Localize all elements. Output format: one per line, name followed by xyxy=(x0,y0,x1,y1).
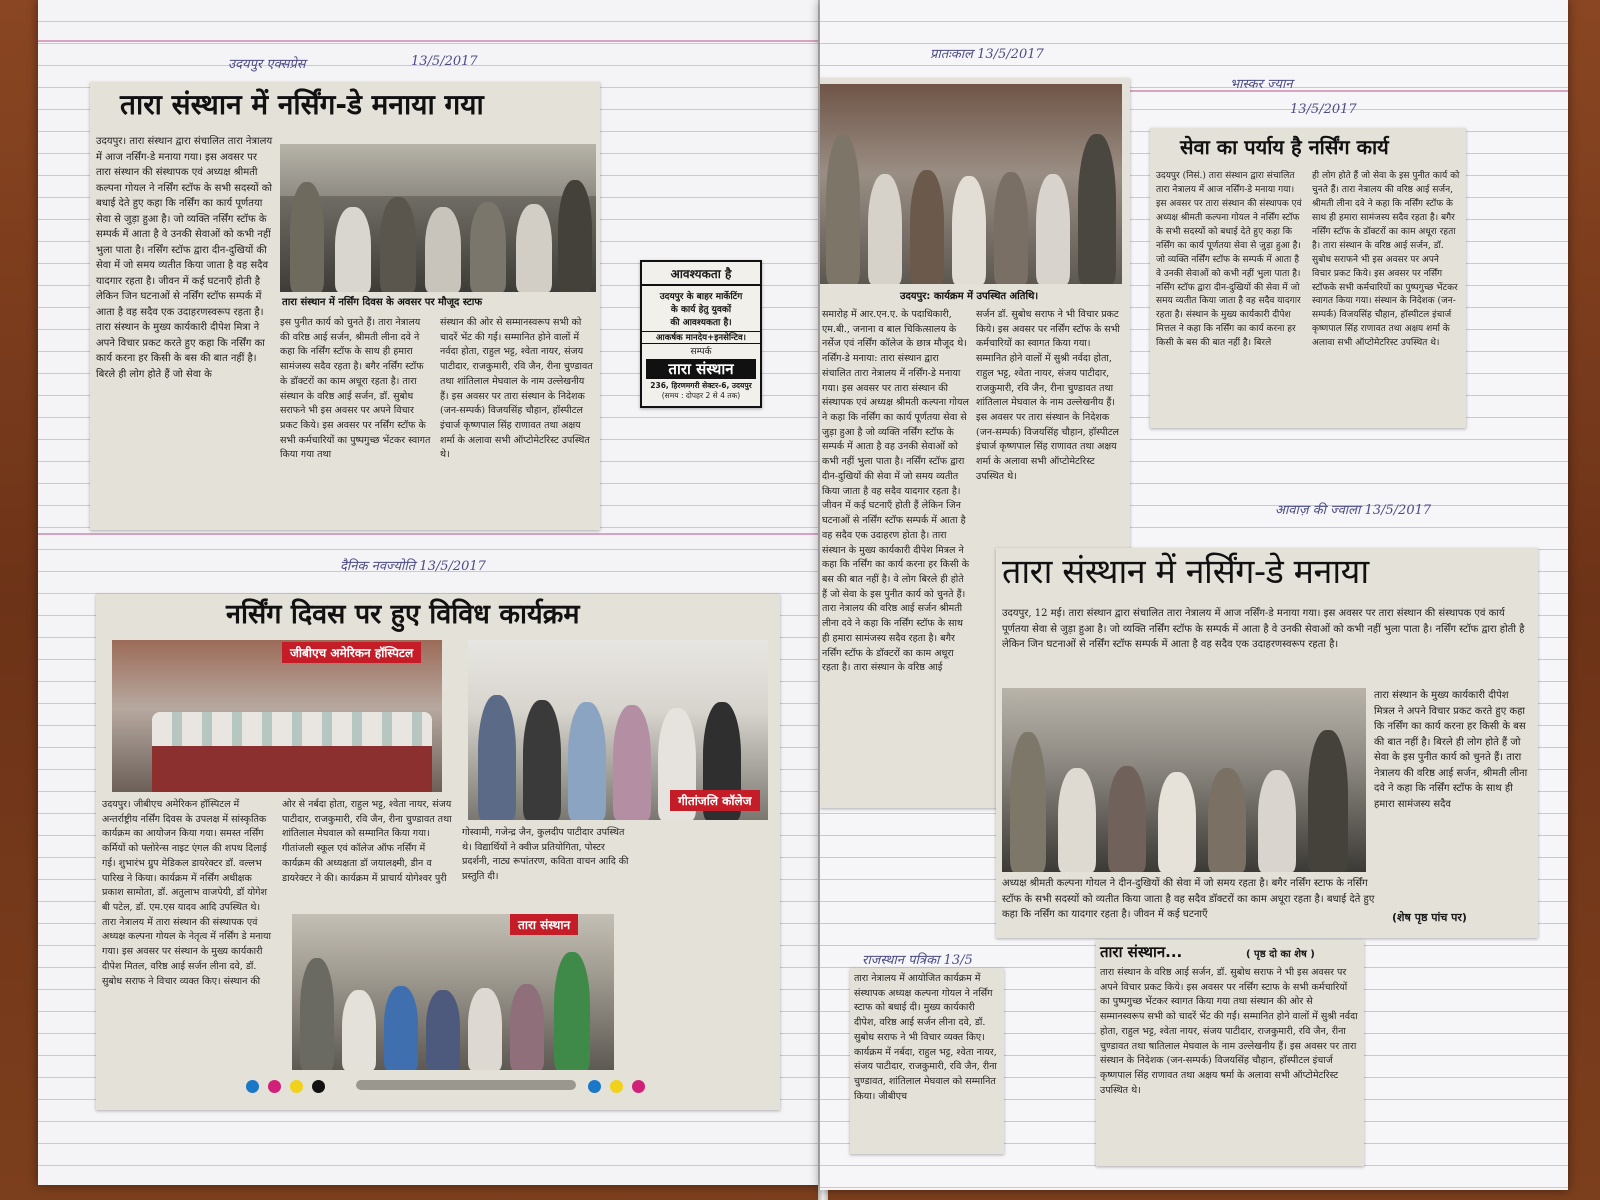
article-text: तारा संस्थान के वरिष्ठ आई सर्जन, डॉ. सुबोध सराफ ने भी इस अवसर पर अपने विचार प्रकट किये। इस अवसर पर नर्सिंग स्टाफ के सभी कर्मचारियों का पुष्पगुच्छ भेंटकर स्वागत किया गया तथा संस्थान की ओर से सम्मानस्वरूप सभी को चादरें भेंट की गईं। सम्मानित होने वालों में सुश्री नर्वदा होता, राहुल भट्ट, श्वेता नायर, संजय पाटीदार, राजकुमारी, रवि जैन, रीना चुण्डावत तथा षातिलाल मेघवाल के नाम उल्लेखनीय हैं। इस अवसर पर तारा संस्थान के निदेशक (जन-सम्पर्क) विजयसिंह चौहान, हॉस्पीटल इंचार्ज कृष्णपाल सिंह राणावत तथा अक्षय षर्मा के अलावा सभी ऑप्टोमेटरिस्ट उपस्थित थे। xyxy=(1100,967,1358,1096)
news-clipping-seva-ka-paryay xyxy=(1150,128,1466,428)
article-column: उदयपुर। जीबीएच अमेरिकन हॉस्पिटल में अन्तर्राष्ट्रीय नर्सिंग दिवस के उपलक्ष में सांस्कृतिक कार्यक्रम का आयोजन किया गया। समस्त नर्सिंग कर्मियों को फ्लोरेन्स नाइट एंगल की शपथ दिलाई गई। शुभारंभ ग्रुप मेडिकल डायरेक्टर डॉ. वल्लभ पारिख ने किया। कार्यक्रम में नर्सिंग अधीक्षक प्रकाश सामोता, डॉ. अतुलाभ वाजपेयी, डॉ योगेश बी पटेल, डॉ. एम.एस यादव आदि उपस्थित थे। तारा नेत्रालय में तारा संस्थान की संस्थापक एवं अध्यक्ष कल्पना गोयल के नेतृत्व में नर्सिंग डे मनाया गया। इस अवसर पर संस्थान के मुख्य कार्यकारी दीपेश मितल, वरिष्ठ आई सर्जन लीना दवे, डॉ. सुबोध सराफ ने विचार व्यक्त किए। संस्थान की xyxy=(102,799,272,987)
recruitment-ad xyxy=(640,260,762,408)
handwritten-source-note: राजस्थान पत्रिका 13/5 xyxy=(862,953,973,968)
article-column: गोस्वामी, गजेन्द्र जैन, कुलदीप पाटीदार उपस्थित थे। विद्यार्थियों ने क्वीज प्रतियोगिता, पोस्टर प्रदर्शनी, नाट्य रूपांतरण, कविता वाचन आदि की प्रस्तुति दी। xyxy=(462,827,629,883)
group-photo xyxy=(280,144,596,292)
article-text: तारा नेत्रालय में आयोजित कार्यक्रम में संस्थापक अध्यक्ष कल्पना गोयल ने नर्सिंग स्टाफ को बधाई दी। मुख्य कार्यकारी दीपेश, वरिष्ठ आई सर्जन लीना दवे, डॉ. सुबोध सराफ ने भी विचार व्यक्त किए। कार्यक्रम में नर्बदा, राहुल भट्ट, श्वेता नायर, संजय पाटीदार, राजकुमारी, रवि जैन, रीना चुण्डावत, शांतिलाल मेघवाल को सम्मानित किया। जीबीएच xyxy=(854,973,997,1102)
continued-note: (शेष पृष्ठ पांच पर) xyxy=(1392,911,1467,924)
margin-line xyxy=(38,40,823,42)
article-top: उदयपुर, 12 मई। तारा संस्थान द्वारा संचालित तारा नेत्रालय में आज नर्सिंग-डे मनाया गया। इस अवसर पर तारा संस्थान की संस्थापक एवं कार्य पूर्णतया सेवा से जुड़ा हुआ है। जो व्यक्ति नर्सिंग स्टॉफ के सम्पर्क में आता है वे उनकी सेवाओं को कभी नहीं भुला पाता है। नर्सिंग स्टॉफ द्वारा होती है लेकिन जिन घटनाओं से नर्सिंग स्टॉफ सम्पर्क में आता है वह सदैव एक उदाहरणस्वरूप रहता है। xyxy=(1002,608,1525,650)
news-clipping-tara-nursing-day xyxy=(90,82,600,530)
news-clipping-rajasthan-patrika xyxy=(850,968,1004,1154)
article-side: तारा संस्थान के मुख्य कार्यकारी दीपेश मित्रल ने अपने विचार प्रकट करते हुए कहा कि नर्सिंग का कार्य करना हर किसी के बस की बात नहीं है। बिरले ही लोग होते हैं जो सेवा के इस पुनीत कार्य को चुनते हैं। तारा नेत्रालय की वरिष्ठ आई सर्जन, श्रीमती लीना दवे ने कहा कि नर्सिंग स्टॉफ के साथ ही हमारा सामंजस्य सदैव xyxy=(1374,690,1528,810)
photo-tag-jbh: जीबीएच अमेरिकन हॉस्पिटल xyxy=(282,642,421,663)
group-photo xyxy=(820,84,1122,284)
handwritten-source-note: भास्कर ज्यान xyxy=(1230,77,1293,92)
ad-heading: आवश्यकता है xyxy=(642,262,760,286)
photo-caption: उदयपुर: कार्यक्रम में उपस्थित अतिथि। xyxy=(900,291,1039,302)
news-clipping-awaz-ki-jwala xyxy=(996,548,1538,938)
article-column: संस्थान की ओर से सम्मानस्वरूप सभी को चादरें भेंट की गईं। सम्मानित होने वालों में नर्वदा होता, राहुल भट्ट, श्वेता नायर, संजय पाटीदार, राजकुमारी, रवि जैन, रीना चुण्डावत तथा शांतिलाल मेघवाल के नाम उल्लेखनीय हैं। इस अवसर पर तारा संस्थान के निदेशक (जन-सम्पर्क) विजयसिंह चौहान, हॉस्पीटल इंचार्ज कृष्णपाल सिंह राणावत तथा अक्षय शर्मा के अलावा सभी ऑप्टोमेटरिस्ट उपस्थित थे। xyxy=(440,317,593,461)
article-column: समारोह में आर.एन.ए. के पदाधिकारी, एम.बी., जनाना व बाल चिकित्सालय के नर्सेज एवं नर्सिंग कॉलेज के छात्र मौजूद थे। नर्सिंग-डे मनाया: तारा संस्थान द्वारा संचालित तारा नेत्रालय में नर्सिंग-डे मनाया गया। इस अवसर पर तारा संस्थान की संस्थापक एवं अध्यक्ष श्रीमती कल्पना गोयल ने कहा कि नर्सिंग का कार्य पूर्णतया सेवा से जुड़ा हुआ है जो व्यक्ति नर्सिंग स्टॉफ के सम्पर्क में आता है वह उनकी सेवाओं को कभी नहीं भुला पाता है। नर्सिंग स्टॉफ द्वारा दीन-दुखियों की सेवा में जो समय व्यतीत किया जाता है वह सदैव यादगार रहता है। जीवन में कई घटनाएँ होती हैं लेकिन जिन घटनाओं से नर्सिंग स्टॉफ सम्पर्क में आता है वह सदैव एक उदाहरण होता है। तारा संस्थान के मुख्य कार्यकारी दीपेश मित्रल ने कहा कि नर्सिंग का कार्य करना हर किसी के बस की बात नहीं है। वे लोग बिरले ही होते हैं जो सेवा के इस पुनीत कार्य को चुनते हैं। तारा नेत्रालय की वरिष्ठ आई सर्जन श्रीमती लीना दवे ने कहा कि नर्सिंग स्टॉफ के साथ ही हमारा सामंजस्य सदैव रहता है। बगैर नर्सिंग स्टॉफ के डॉक्टरों का काम अधूरा रहता है। तारा संस्थान के वरिष्ठ आई xyxy=(822,309,970,674)
article-column: उदयपुर (निसं.) तारा संस्थान द्वारा संचालित तारा नेत्रालय में आज नर्सिंग-डे मनाया गया। इस अवसर पर तारा संस्थान की संस्थापक एवं अध्यक्ष श्रीमती कल्पना गोयल ने नर्सिंग स्टॉफ के सभी सदस्यों को बधाई देते हुए कहा कि नर्सिंग का कार्य पूर्णतया सेवा से जुड़ा हुआ है। जो व्यक्ति नर्सिंग स्टॉफ के सम्पर्क में आता है वे उनकी सेवाओं को कभी नहीं भुला पाता है। नर्सिंग स्टॉफ द्वारा दीन-दुखियों की सेवा में जो समय व्यतीत किया जाता है वह सदैव यादगार रहता है। संस्थान के मुख्य कार्यकारी दीपेश मित्तल ने कहा कि नर्सिंग का कार्य करना हर किसी के बस की बात नहीं है। बिरले xyxy=(1156,171,1302,349)
clip-headline: सेवा का पर्याय है नर्सिंग कार्य xyxy=(1180,135,1389,159)
article-column: ही लोग होते हैं जो सेवा के इस पुनीत कार्य को चुनते हैं। तारा नेत्रालय की वरिष्ठ आई सर्जन, श्रीमती लीना दवे ने कहा कि नर्सिंग स्टॉफ के साथ ही हमारा सामंजस्य सदैव रहता है। बगैर नर्सिंग स्टॉफ के डॉक्टरों का काम अधूरा रहता है। तारा संस्थान के वरिष्ठ आई सर्जन, डॉ. सुबोध सराफने भी इस अवसर पर अपने विचार प्रकट किये। इस अवसर पर नर्सिंग स्टॉफके सभी कर्मचारियों का पुष्पगुच्छ भेंटकर स्वागत किया गया। संस्थान के निदेशक (जन-सम्पर्क) विजयसिंह चौहान, हॉस्पीटल इंचार्ज कृष्णपाल सिंह राणावत तथा अक्षय शर्मा के अलावा सभी ऑप्टोमेटरिस्ट उपस्थित थे। xyxy=(1312,171,1460,349)
clip-headline: तारा संस्थान... xyxy=(1100,943,1183,961)
print-color-marks xyxy=(246,1078,334,1094)
ad-address: 236, हिरणमगरी सेक्टर-6, उदयपुर xyxy=(650,381,752,390)
news-clipping-continued xyxy=(1096,940,1364,1166)
handwritten-date-note: 13/5/2017 xyxy=(411,54,478,69)
clip-subhead: ( पृष्ठ दो का शेष ) xyxy=(1246,949,1315,960)
photo-tag-geetanjali: गीतांजलि कॉलेज xyxy=(670,790,760,811)
handwritten-date-note: 13/5/2017 xyxy=(1290,102,1357,117)
article-column: ओर से नर्बदा होता, राहुल भट्ट, श्वेता नायर, संजय पाटीदार, राजकुमारी, रवि जैन, रीना चुण्डावत तथा शांतिलाल मेघवाल को सम्मानित किया गया। गीतांजली स्कूल एवं कॉलेज ऑफ नर्सिंग में कार्यक्रम की अध्यक्षता डॉ जयालक्ष्मी, डीन व डायरेक्टर ने की। कार्यक्रम में प्राचार्य योगेश्वर पुरी xyxy=(282,799,452,884)
ad-text: उदयपुर के बाहर मार्केटिंग xyxy=(659,292,743,302)
ad-text: सम्पर्क xyxy=(690,347,712,357)
scrapbook-left-page xyxy=(38,0,823,1185)
article-bottom: अध्यक्ष श्रीमती कल्पना गोयल ने दीन-दुखियों की सेवा में जो समय रहता है। बगैर नर्सिंग स्टाफ के नर्सिंग स्टॉफ के सभी सदस्यों को व्यतीत किया जाता है वह सदैव डॉक्टरों का काम अधूरा रहता है। बधाई देते हुए कहा कि नर्सिंग का यादगार रहता है। जीवन में कई घटनाएँ xyxy=(1002,878,1375,920)
tara-sansthan-photo xyxy=(292,914,614,1070)
margin-line xyxy=(38,533,823,535)
news-clipping-nursing-day-programs xyxy=(96,594,780,1110)
handwritten-source-note: उदयपुर एक्सप्रेस xyxy=(228,57,306,72)
handwritten-source-note: आवाज़ की ज्वाला 13/5/2017 xyxy=(1275,503,1432,518)
ad-text: की आवश्यकता है। xyxy=(670,318,732,328)
scrapbook-right-page xyxy=(820,0,1568,1190)
article-column: इस पुनीत कार्य को चुनते हैं। तारा नेत्रालय की वरिष्ठ आई सर्जन, श्रीमती लीना दवे ने कहा कि नर्सिंग स्टॉफ के साथ ही हमारा सामंजस्य सदैव रहता है। बगैर नर्सिंग स्टॉफ के डॉक्टरों का काम अधूरा रहता है। तारा संस्थान के वरिष्ठ आई सर्जन, डॉ. सुबोध सराफने भी इस अवसर पर अपने विचार प्रकट किये। इस अवसर पर नर्सिंग स्टॉफ के सभी कर्मचारियों का पुष्पगुच्छ भेंटकर स्वागत किया गया तथा xyxy=(280,317,431,461)
ad-org-name: तारा संस्थान xyxy=(646,359,756,379)
ad-timing: (समय : दोपहर 2 से 4 तक) xyxy=(661,391,741,400)
print-color-marks xyxy=(588,1078,654,1094)
clip-headline: नर्सिंग दिवस पर हुए विविध कार्यक्रम xyxy=(226,599,580,630)
article-column: सर्जन डॉ. सुबोध सराफ ने भी विचार प्रकट किये। इस अवसर पर नर्सिंग स्टॉफ के सभी कर्मचारियों का स्वागत किया गया। सम्मानित होने वालों में सुश्री नर्वदा होता, राहुल भट्ट, श्वेता नायर, संजय पाटीदार, राजकुमारी, रवि जैन, रीना चुण्डावत तथा शांतिलाल मेघवाल के नाम उल्लेखनीय हैं। इस अवसर पर तारा संस्थान के निदेशक (जन-सम्पर्क) विजयसिंह चौहान, हॉस्पीटल इंचार्ज कृष्णपाल सिंह राणावत तथा अक्षय शर्मा के अलावा सभी ऑप्टोमेटरिस्ट उपस्थित थे। xyxy=(976,309,1120,482)
photo-tag-tara: तारा संस्थान xyxy=(510,914,578,935)
print-bar xyxy=(356,1080,576,1090)
photo-caption: तारा संस्थान में नर्सिंग दिवस के अवसर पर मौजूद स्टाफ xyxy=(282,297,483,308)
group-photo xyxy=(1002,688,1366,872)
handwritten-source-note: दैनिक नवज्योति 13/5/2017 xyxy=(340,559,486,574)
clip-headline: तारा संस्थान में नर्सिंग-डे मनाया गया xyxy=(120,88,484,121)
ad-text: के कार्य हेतु युवकों xyxy=(670,305,732,315)
article-column: उदयपुर। तारा संस्थान द्वारा संचालित तारा नेत्रालय में आज नर्सिंग-डे मनाया गया। इस अवसर पर तारा संस्थान की संस्थापक एवं अध्यक्ष श्रीमती कल्पना गोयल ने नर्सिंग स्टॉफ के सभी सदस्यों को बधाई देते हुए कहा कि नर्सिंग का कार्य पूर्णतया सेवा से जुड़ा हुआ है। जो व्यक्ति नर्सिंग स्टॉफ के सम्पर्क में आता है वे उनकी सेवाओं को कभी नहीं भुला पाता है। नर्सिंग स्टॉफ द्वारा दीन-दुखियों की सेवा में जो समय व्यतीत किया जाता है वह सदैव यादगार रहता है। जीवन में कई घटनाएँ होती है लेकिन जिन घटनाओं से नर्सिंग स्टॉफ सम्पर्क में आता है वह सदैव एक उदाहरणस्वरूप रहता है। तारा संस्थान के मुख्य कार्यकारी दीपेश मित्रा ने अपने विचार प्रकट करते हुए कहा कि नर्सिंग का कार्य करना हर किसी के बस की बात नहीं है। बिरले ही लोग होते हैं जो सेवा के xyxy=(96,136,273,380)
clip-headline: तारा संस्थान में नर्सिंग-डे मनाया xyxy=(1002,552,1369,592)
ad-text: आकर्षक मानदेय+इनसेन्टिव। xyxy=(642,331,760,344)
handwritten-source-note: प्रातःकाल 13/5/2017 xyxy=(930,47,1044,62)
